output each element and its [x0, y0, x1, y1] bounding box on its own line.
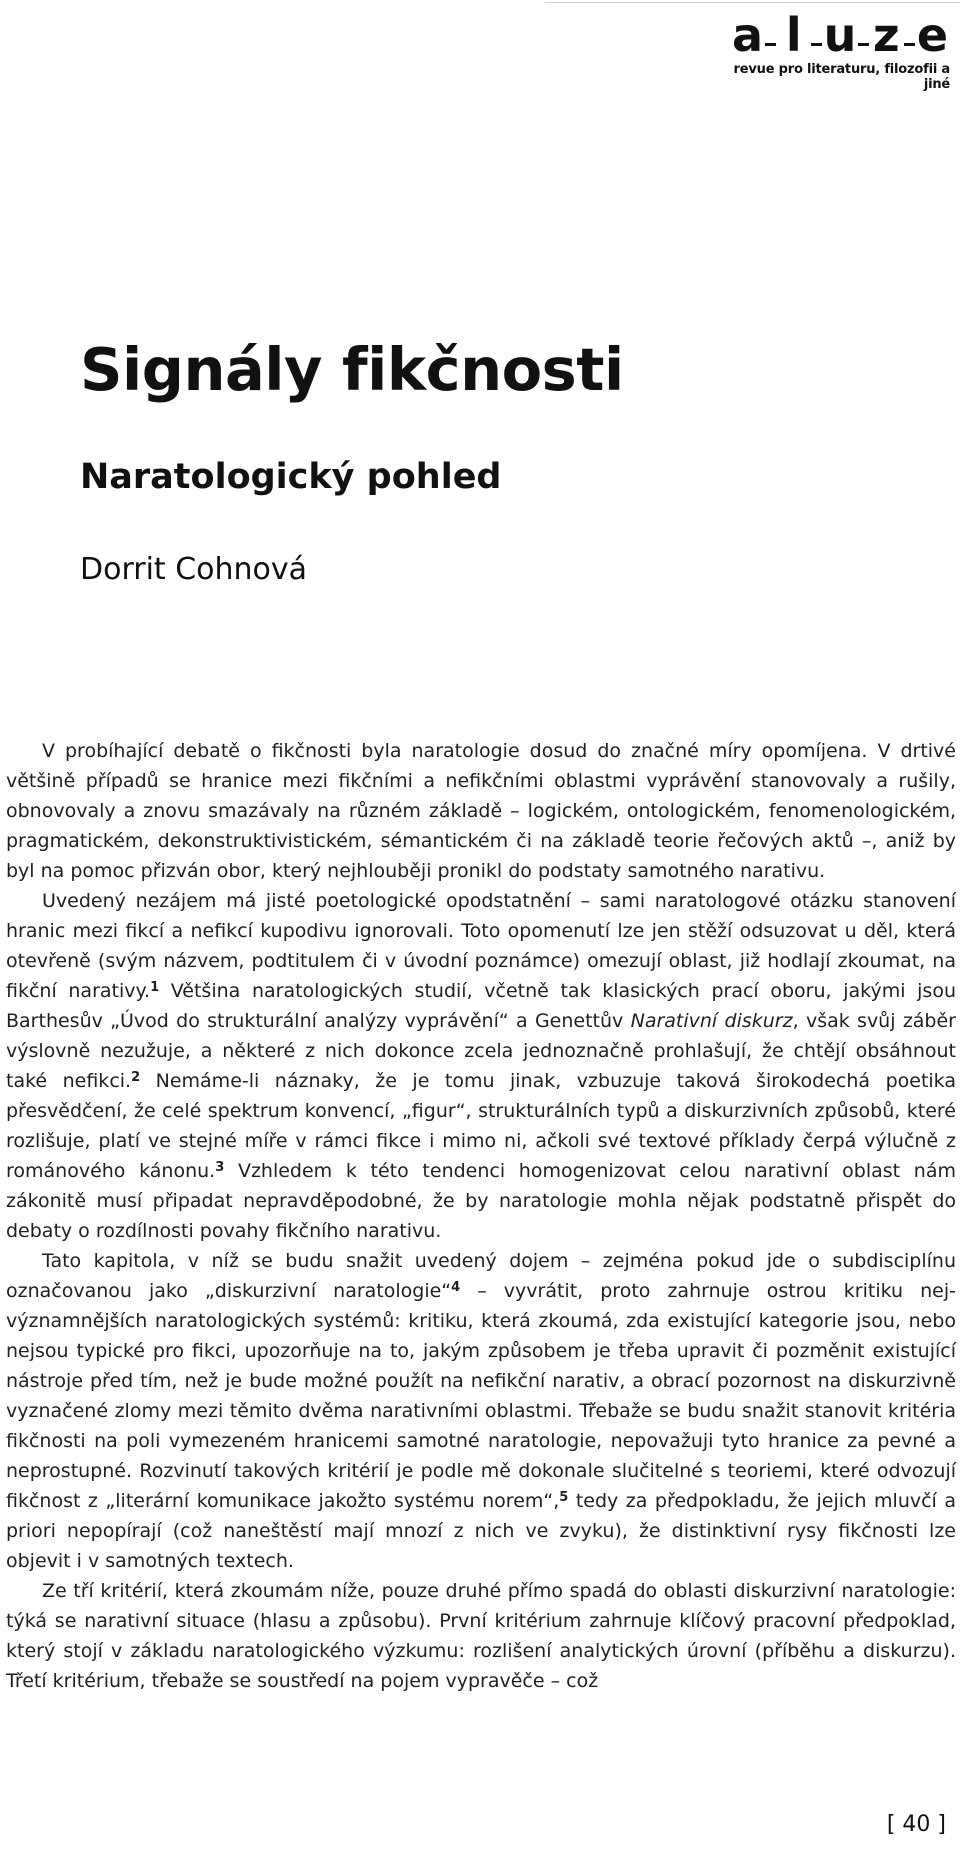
logo-dash — [858, 43, 869, 46]
article-subtitle: Naratologický pohled — [80, 457, 502, 497]
logo-letter: a — [732, 8, 764, 62]
paragraph-text: Vzhledem k této tendenci homogenizovat celou narativní oblast nám zákonitě musí připadat nepravděpodobné, že by naratologie mohla nějak podstatně přispět do debaty o rozdílnosti povahy fikčního narativu. — [6, 1160, 956, 1242]
logo-letter: l — [785, 8, 802, 62]
logo-letter: u — [823, 8, 857, 62]
logo-letter: z — [872, 8, 900, 62]
paragraph — [6, 1576, 956, 1696]
paragraph — [6, 886, 956, 1246]
paragraph-text: tedy za předpokladu, že jejich mluvčí a priori nepopírají (což naneštěstí mají mnozí z nich ve zvyku), že distinktivní rysy fikčnosti lze objevit i v samotných textech. — [6, 1490, 956, 1572]
article-body — [6, 736, 956, 1696]
logo-dash — [765, 43, 776, 46]
footnote-ref[interactable]: 3 — [215, 1160, 225, 1175]
footnote-ref[interactable]: 5 — [559, 1490, 569, 1505]
paragraph — [6, 736, 956, 886]
paragraph — [6, 1246, 956, 1576]
page-number: [ 40 ] — [886, 1812, 946, 1837]
book-title: Narativní diskurz — [630, 1010, 793, 1032]
journal-logo — [730, 10, 950, 92]
paragraph-text: V probíhající debatě o fikčnosti byla naratologie dosud do značné míry opomíjena. V drtivé většině případů se hranice mezi fikčními a nefikčními oblastmi vyprávění stanovovaly a rušily, obnovovaly a znovu smazávaly na různém základě – logickém, ontologickém, fenomenologickém, pragmatickém, dekonstruktivistickém, sémantickém či na základě teorie řečových aktů –, aniž by byl na pomoc přizván obor, který nejhlouběji pronikl do podstaty samotného narativu. — [6, 740, 956, 882]
logo-dash — [904, 43, 915, 46]
paragraph-text: Nemáme-li náznaky, že je tomu jinak, vzbuzuje taková širokodechá poetika přesvědčení, že celé spektrum konvencí, „figur“, strukturálních typů a diskurzivních způsobů, které rozlišuje, platí ve stejné míře v rámci fikce i mimo ni, ačkoli své textové příklady čerpá výlučně z románového kánonu. — [6, 1070, 956, 1182]
journal-tagline: revue pro literaturu, filozofii a jiné — [733, 62, 950, 92]
article-author: Dorrit Cohnová — [80, 552, 308, 587]
paragraph-text: Uvedený nezájem má jisté poetologické opodstatnění – sami naratologové otázku stanovení hranic mezi fikcí a nefikcí kupodivu ignorovali. Toto opomenutí lze jen stěží odsuzovat u děl, která otevřeně (svým názvem, podtitulem či v úvodní poznámce) omezují oblast, již hodlají zkoumat, na fikční narativy. — [6, 890, 956, 1002]
header-rule — [545, 2, 960, 3]
logo-dash — [811, 43, 822, 46]
paragraph-text: Tato kapitola, v níž se budu snažit uvedený dojem – zejména pokud jde o subdisciplínu označovanou jako „diskurzivní naratologie“ — [6, 1250, 956, 1302]
footnote-ref[interactable]: 1 — [150, 980, 160, 995]
footnote-ref[interactable]: 2 — [131, 1070, 141, 1085]
paragraph-text: , však svůj záběr výslovně nezužuje, a některé z nich dokonce zcela jednoznačně prohlašují, že chtějí obsáhnout také nefikci. — [6, 1010, 956, 1092]
paragraph-text: Ze tří kritérií, která zkoumám níže, pouze druhé přímo spadá do oblasti diskurzivní naratologie: týká se narativní situace (hlasu a způsobu). První kritérium zahrnuje klíčový pracovní předpoklad, který stojí v základu naratologického výzkumu: rozlišení analytických úrovní (příběhu a diskurzu). Třetí kritérium, třebaže se soustředí na pojem vypravěče – což — [6, 1580, 956, 1692]
paragraph-text: Většina naratologických studií, včetně tak klasických prací oboru, jakými jsou Barthesův „Úvod do strukturální analýzy vyprávění“ a Genettův — [6, 980, 956, 1032]
article-title: Signály fikčnosti — [80, 335, 624, 404]
logo-wordmark — [730, 10, 950, 60]
footnote-ref[interactable]: 4 — [451, 1280, 461, 1295]
paragraph-text: – vyvrátit, proto zahrnuje ostrou kritiku nejvýznamnějších naratologických systémů: kritiku, která zkoumá, zda existující kategorie jsou, nebo nejsou typické pro fikci, upozorňuje na to, jakým způsobem je třeba upravit či pozměnit existující nástroje před tím, než je bude možné použít na nefikční narativ, a obrací pozornost na diskurzivně vyznačené zlomy mezi těmito dvěma narativními oblastmi. Třebaže se budu snažit stanovit kritéria fikčnosti na poli vymezeném hranicemi samotné naratologie, nepovažuji tyto hranice za pevné a neprostupné. Rozvinutí takových kritérií je podle mě dokonale slučitelné s teoriemi, které odvozují fikčnost z „literární komunikace jakožto systému norem“, — [6, 1280, 956, 1512]
logo-letter: e — [916, 8, 949, 62]
